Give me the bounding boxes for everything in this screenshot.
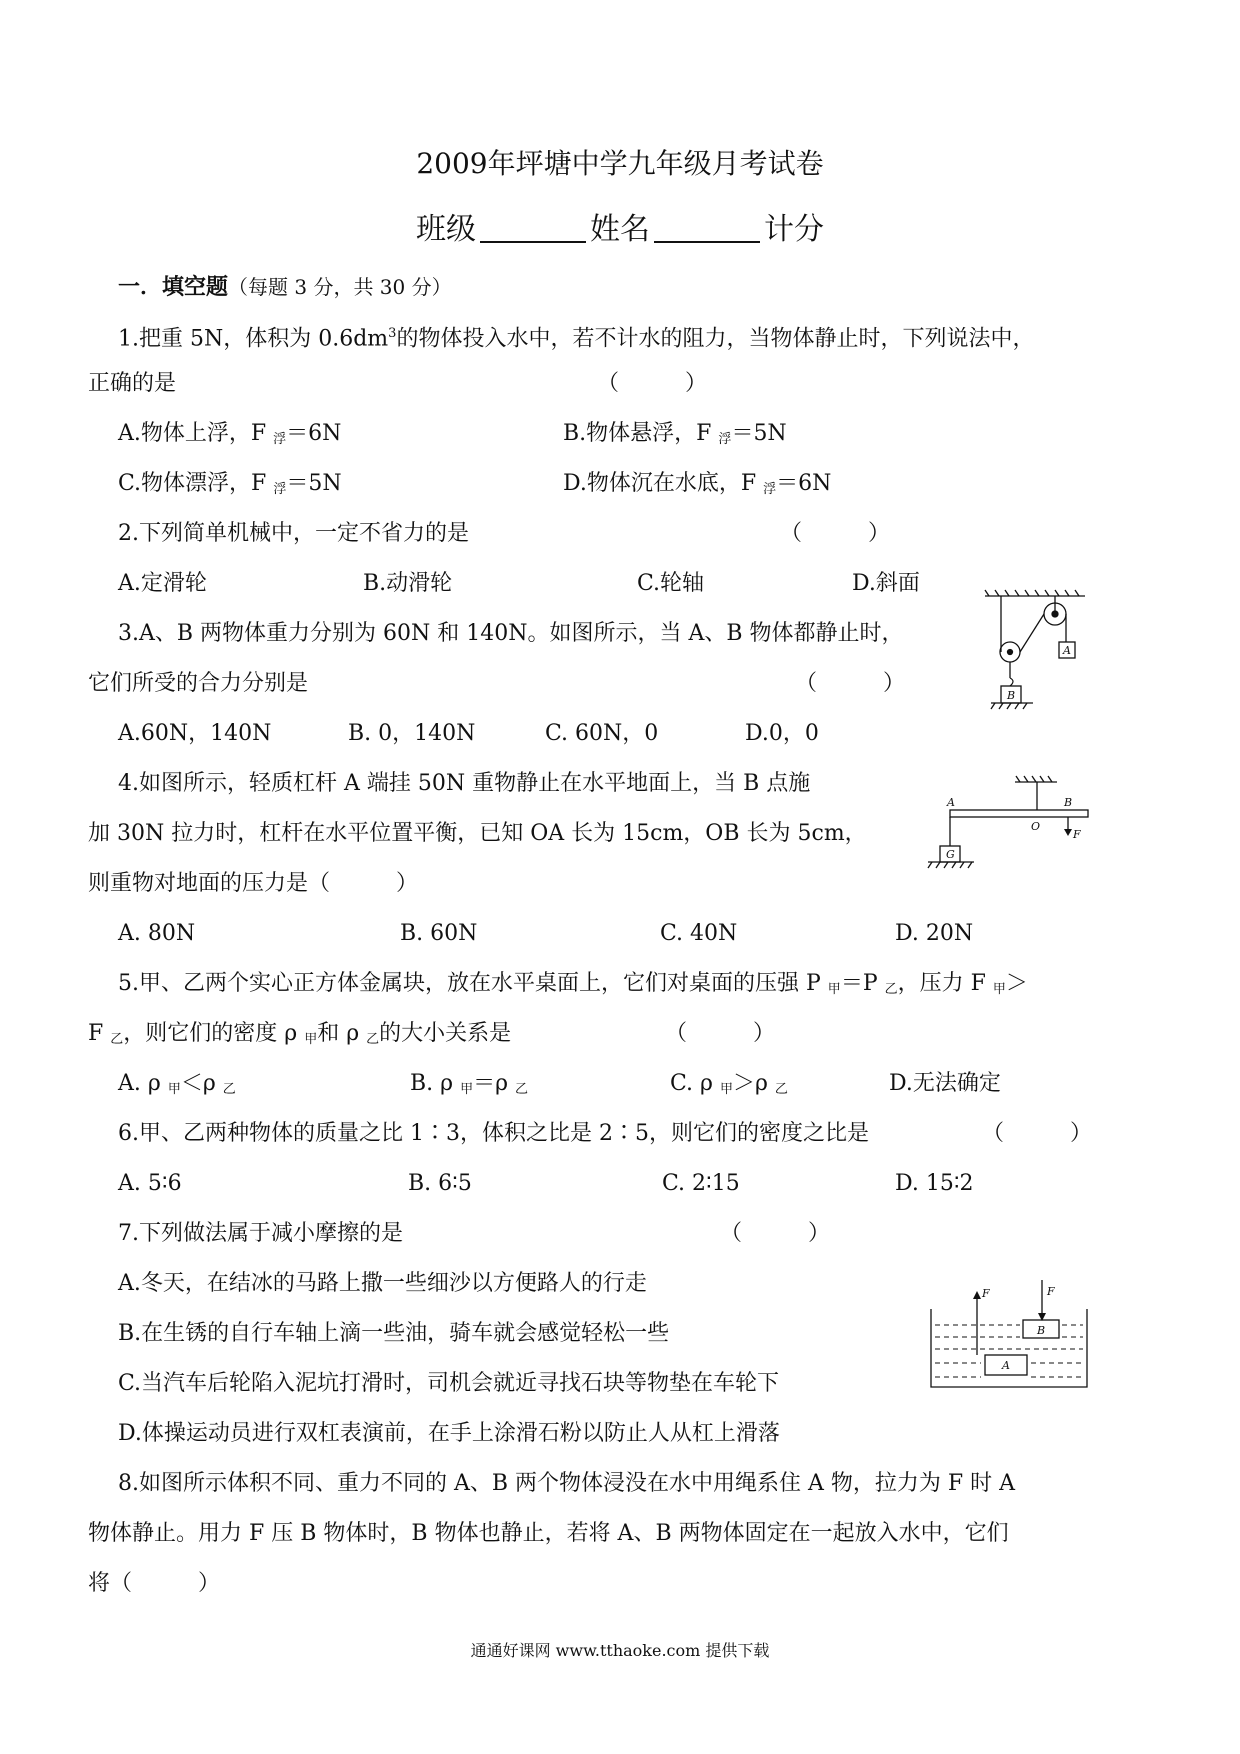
q4-option-a: A. 80N xyxy=(118,921,196,946)
q7-option-b: B.在生锈的自行车轴上滴一些油，骑车就会感觉轻松一些 xyxy=(118,1321,670,1346)
fig-label-f-up: F xyxy=(982,1287,990,1300)
name-blank xyxy=(654,211,760,243)
q6-option-d: D. 15∶2 xyxy=(895,1171,974,1196)
section-title: 一．填空题 xyxy=(118,274,229,300)
q5-stem-line2: F $_乙$，则它们的密度 ρ $_甲$和 ρ $_乙$的大小关系是 xyxy=(88,1021,512,1047)
page-footer: 通通好课网 www.tthaoke.com 提供下载 xyxy=(470,1641,770,1660)
fig-label-b: B xyxy=(1064,796,1073,809)
q5-answer-paren: （ ） xyxy=(665,1021,776,1046)
class-blank xyxy=(480,211,586,243)
q3-option-d: D.0，0 xyxy=(745,721,819,746)
score-label: 计分 xyxy=(764,212,824,247)
q7-option-a: A.冬天，在结冰的马路上撒一些细沙以方便路人的行走 xyxy=(118,1271,647,1296)
q1-stem-line2: 正确的是 xyxy=(88,371,177,396)
q1-option-a: A.物体上浮，F $_浮$＝6N xyxy=(118,421,342,447)
q3-option-c: C. 60N，0 xyxy=(545,721,659,746)
q3-option-a: A.60N，140N xyxy=(118,721,272,746)
class-label: 班级 xyxy=(416,212,476,247)
section-heading xyxy=(118,272,452,303)
name-label: 姓名 xyxy=(590,212,650,247)
q8-stem-line1: 8.如图所示体积不同、重力不同的 A、B 两个物体浸没在水中用绳系住 A 物，拉力为 F 时 A xyxy=(118,1471,1016,1496)
q5-option-c: C. ρ $_甲$＞ρ $_乙$ xyxy=(670,1071,788,1097)
q8-stem-line2: 物体静止。用力 F 压 B 物体时，B 物体也静止，若将 A、B 两物体固定在一起放入水中，它们 xyxy=(88,1521,1009,1546)
fig-label-f: F xyxy=(1073,828,1081,841)
q4-option-b: B. 60N xyxy=(400,921,478,946)
q1-answer-paren: （ ） xyxy=(597,371,708,396)
fig-label-f-down: F xyxy=(1047,1285,1055,1298)
section-note: （每题 3 分，共 30 分） xyxy=(228,275,452,299)
q2-stem: 2.下列简单机械中，一定不省力的是 xyxy=(118,521,469,546)
q2-option-d: D.斜面 xyxy=(852,571,920,596)
q1-option-c: C.物体漂浮，F $_浮$＝5N xyxy=(118,471,342,497)
fig-label-o: O xyxy=(1031,820,1041,833)
q6-answer-paren: （ ） xyxy=(982,1121,1093,1146)
q7-answer-paren: （ ） xyxy=(720,1221,831,1246)
q4-stem-line1: 4.如图所示，轻质杠杆 A 端挂 50N 重物静止在水平地面上，当 B 点施 xyxy=(118,771,811,796)
q3-stem-line2: 它们所受的合力分别是 xyxy=(88,671,309,696)
q7-option-d: D.体操运动员进行双杠表演前，在手上涂滑石粉以防止人从杠上滑落 xyxy=(118,1421,780,1446)
q6-option-a: A. 5∶6 xyxy=(118,1171,182,1196)
q2-option-b: B.动滑轮 xyxy=(363,571,453,596)
lever-figure xyxy=(922,778,1092,873)
q5-option-d: D.无法确定 xyxy=(889,1071,1001,1096)
student-info-line xyxy=(0,210,1240,250)
water-tank-figure xyxy=(925,1275,1095,1395)
q3-option-b: B. 0，140N xyxy=(348,721,476,746)
q3-answer-paren: （ ） xyxy=(795,671,906,696)
q7-stem: 7.下列做法属于减小摩擦的是 xyxy=(118,1221,403,1246)
fig-label-b: B xyxy=(1037,1324,1046,1337)
fig-label-b: B xyxy=(1007,689,1016,702)
page-title: 2009年坪塘中学九年级月考试卷 xyxy=(416,147,824,180)
q2-option-c: C.轮轴 xyxy=(637,571,705,596)
fig-label-a: A xyxy=(1063,644,1071,657)
q8-stem-line3: 将（ ） xyxy=(88,1571,221,1596)
q6-stem: 6.甲、乙两种物体的质量之比 1∶3，体积之比是 2∶5，则它们的密度之比是 xyxy=(118,1121,869,1146)
q3-stem-line1: 3.A、B 两物体重力分别为 60N 和 140N。如图所示，当 A、B 物体都静止时， xyxy=(118,621,904,646)
fig-label-a: A xyxy=(947,796,955,809)
q4-option-d: D. 20N xyxy=(895,921,974,946)
q1-option-b: B.物体悬浮，F $_浮$＝5N xyxy=(563,421,787,447)
q5-stem-line1: 5.甲、乙两个实心正方体金属块，放在水平桌面上，它们对桌面的压强 P $_甲$＝P $_乙$，压力 F $_甲$＞ xyxy=(118,971,1028,997)
q4-option-c: C. 40N xyxy=(660,921,738,946)
q7-option-c: C.当汽车后轮陷入泥坑打滑时，司机会就近寻找石块等物垫在车轮下 xyxy=(118,1371,780,1396)
q2-answer-paren: （ ） xyxy=(780,521,891,546)
q4-stem-line2: 加 30N 拉力时，杠杆在水平位置平衡，已知 OA 长为 15cm，OB 长为 5cm， xyxy=(88,821,867,846)
fig-label-g: G xyxy=(946,848,955,861)
q1-option-d: D.物体沉在水底，F $_浮$＝6N xyxy=(563,471,832,497)
q6-option-c: C. 2∶15 xyxy=(662,1171,740,1196)
q6-option-b: B. 6∶5 xyxy=(408,1171,472,1196)
fig-label-a: A xyxy=(1002,1359,1010,1372)
q1-stem-line1: 1.把重 5N，体积为 $0.6dm^3$的物体投入水中，若不计水的阻力，当物体静止时，下列说法中， xyxy=(118,326,1035,352)
q2-option-a: A.定滑轮 xyxy=(118,571,207,596)
q5-option-a: A. ρ $_甲$＜ρ $_乙$ xyxy=(118,1071,236,1097)
q5-option-b: B. ρ $_甲$＝ρ $_乙$ xyxy=(410,1071,529,1097)
q4-stem-line3: 则重物对地面的压力是（ ） xyxy=(88,871,419,896)
pulley-figure xyxy=(985,590,1095,730)
